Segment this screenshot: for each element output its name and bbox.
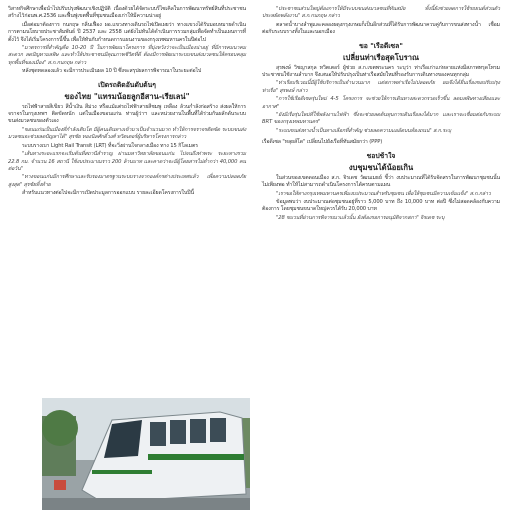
left-quote: "เส้นทางระยะแรกจะเริ่มต้นที่สถานีสำราญ ผ่านมหาวิทยาลัยขอนแก่น ไปจนถึงท่าพระ ระยะทางรวม 22.8 กม. จำนวน 16 สถานี ใช้งบประมาณราว 200 ล้านบาท และคาดว่าจะมีผู้โดยสารไม่ต่ำกว่า 40,000 คนต่อวัน": [8, 151, 246, 172]
right-quote: "ประชาชนส่วนใหญ่ต้องการให้มีระบบขนส่งมวลชนที่ทันสมัย ทั้งนี้ยังช่วยลดการใช้รถยนต์ส่วนตัว ประหยัดพลังงาน" ส.ก.กนกฤษ กล่าว: [262, 6, 500, 20]
tram-illustration: [42, 398, 250, 510]
section-subheading: เปิดรถติดอันดับต้นๆ: [98, 80, 156, 89]
tram-photo: [42, 398, 250, 510]
right-paragraph: ข้อมูลพบว่า งบประมาณต่อชุมชนอยู่ที่ราว 5,000 บาท ถึง 10,000 บาท ต่อปี ซึ่งไม่สอดคล้องกับความต้องการ โดยชุมชนขนาดใหญ่ควรได้รับ 20,000 บาท: [262, 198, 500, 213]
left-paragraph: เมื่อต่อมาต้องการ กนกฤษ กลิ่นเฟื่อง ผอ.แขวงทางเดินรถไฟเปิดเผยว่า ทางแขวงได้รับมอบหมายดำเนินการตามนโยบายประชาสัมพันธ์ ปี 2537 และ 2558 แต่ยังไม่ทันได้ดำเนินการรวมกลุ่มเพื่อจัดทำเป็นแผนการที่ตั้งไว้ จึงได้เริ่มโครงการนี้ขึ้น เพื่อให้ทันกับกำหนดการแผนงานของกรุงเทพมหานครในปีต่อไป: [8, 21, 246, 43]
section-subheading: ชอปช้าใจ: [366, 151, 396, 160]
right-quote: "เราขอให้ทางกรุงเทพมหานครเพิ่มงบประมาณสำหรับชุมชน เพื่อให้ชุมชนมีความเข้มแข็ง" ส.ก.กล่าว: [276, 190, 491, 197]
left-quote: "ขอนแก่นเป็นเมืองที่กำลังเติบโต มีผู้คนเดินทางเข้ามาเป็นจำนวนมาก ทำให้การจราจรติดขัด ระบบขนส่งมวลชนจะช่วยลดปัญหาได้" สุรชัย ทองนิลศักดิ์วงศ์ ทวิตเตอร์ผู้บริหารโครงการกล่าว: [8, 126, 246, 141]
left-quote: "ทางขอนแก่นมีการศึกษาและรับรองมาตรฐานระบบรางจากองค์กรต่างประเทศแล้ว เพื่อความปลอดภัยสูงสุด" สุรชัยทิ้งท้าย: [8, 174, 246, 188]
section-heading: งบชุมชนได้น้อยเกิน: [348, 162, 414, 172]
left-paragraph: หลังชุดทดลองแล้ว จะมีการประเมินผล 10 ปี ซึ่งจะสรุปผลการพิจารณาในระยะต่อไป: [22, 68, 202, 75]
left-paragraph: ระบบรางเบา Light Rail Transit (LRT) ที่จะวิ่งผ่านใจกลางเมือง ทาง 15 กิโลเมตร: [22, 142, 198, 149]
left-paragraph: วิสาหกิจศึกษาเพื่อนำไปปรับปรุงพัฒนาเชิงปฏิบัติ เนื่องด้วยได้จัดระบบรีไซเคิลในการพัฒนาทรัพย์สินที่ประชาชนสร้างไว้ก่อนพ.ศ.2536 และฟื้นฟูเขตพื้นที่ชุมชนเมืองเก่าให้มีความน่าอยู่: [8, 6, 246, 20]
right-paragraph: สุรพงษ์ วิชญาสกุล ทวิตเตอร์ ผู้ช่วย ส.ก.เขตพระนคร ระบุว่า ท่าเรือเก่าแก่หลายแห่งมีสภาพทรุดโทรม ประชาชนใช้งานลำบาก จึงเสนอให้ปรับปรุงเป็นท่าเรือสมัยใหม่ที่รองรับการเดินทางของคนทุกกลุ่ม: [262, 64, 500, 79]
right-quote: "ยังมีเรือรุ่นใหม่ที่ใช้พลังงานไฟฟ้า ซึ่งจะช่วยลดต้นทุนการเดินเรือลงได้มาก และเราจะเชื่อมต่อกับระบบ BRT ของกรุงเทพมหานคร": [262, 112, 500, 126]
right-quote: "ระบบขนส่งทางน้ำเป็นทางเลือกที่สำคัญ ช่วยลดความแออัดบนท้องถนน" ส.ก.ระบุ: [276, 127, 451, 134]
left-quote: "มาตรการที่สำคัญคือ 10-20 ปี ในการพัฒนาโครงการ ที่มุ่งหวังว่าจะเป็นเมืองน่าอยู่ ที่มีการคมนาคมสะดวก ลดปัญหามลพิษ และทำให้ประชาชนมีคุณภาพชีวิตที่ดี ต้องมีการพัฒนาระบบขนส่งมวลชนให้ครอบคลุมทุกพื้นที่ของเมือง" ส.ก.กนกฤษ กล่าว: [8, 45, 246, 66]
right-quote: "การใช้เรือดีเซลรุ่นใหม่ 4-5 โครงการ จะช่วยให้การเดินทางสะดวกรวดเร็วขึ้น ลดมลพิษทางเสียงและอากาศ": [262, 96, 500, 110]
section-heading: เปลี่ยนท่าเรือสุดโบราณ: [342, 52, 420, 62]
section-subheading: ขอ "เรือดีเซล": [359, 41, 403, 50]
right-paragraph: ในส่วนของเขตดอนเมือง ส.ก. จิรเดช วัฒนเมธย์ ชี้ว่า งบประมาณที่ได้รับจัดสรรในการพัฒนาชุมชนนั้นไม่เพียงพอ ทำให้ไม่สามารถดำเนินโครงการได้ครบตามแผน: [262, 174, 500, 189]
left-paragraph: สำหรับแนวทางต่อไปจะมีการเปิดประมูลการออกแบบ รายละเอียดโครงการในปีนี้: [22, 190, 194, 197]
right-quote: "ท่าเรือบริเวณนี้มีผู้ใช้บริการเป็นจำนวนมาก แต่สภาพท่าเรือไม่ปลอดภัย ผมจึงได้ยื่นเรื่องขอปรับปรุงท่าเรือ" สุรพงษ์ กล่าว: [262, 80, 500, 94]
left-column: [8, 6, 246, 199]
right-paragraph: ตลาดน้ำบางลำพูและคลองผดุงกรุงเกษมก็เป็นอีกส่วนที่ได้รับการพัฒนาควบคู่กับการขนส่งทางน้ำ เชื่อมต่อกับระบบรางทั้งในและนอกเมือง: [262, 21, 500, 36]
right-column: [262, 6, 500, 223]
section-heading: ของไทย "แทรมน้อยลูกอีสาน-เรียเลน่": [64, 91, 190, 101]
photo-caption: เรือดีเซล "หลุยส์โด" เปลี่ยนไปยังเรือที่ทันสมัยกว่า (PPP): [262, 139, 383, 146]
right-quote: "28 ขบวนที่ผ่านการพิจารณาแล้วนั้น ยังต้องรอการอนุมัติจากสภา" จิรเดช ระบุ: [276, 214, 445, 221]
left-paragraph: รถไฟฟ้าสายสีเขียว สีน้ำเงิน สีม่วง หรือแม้แต่รถไฟฟ้าสายสีชมพู เหลือง ล้วนกำลังก่อสร้าง ส่งผลให้การจราจรในกรุงเทพฯ ติดขัดหนัก แต่ในเมืองขอนแก่น ท่านผู้ว่าฯ และหน่วยงานในพื้นที่ได้ร่วมกันผลักดันระบบขนส่งมวลชนของตัวเอง: [8, 103, 246, 125]
